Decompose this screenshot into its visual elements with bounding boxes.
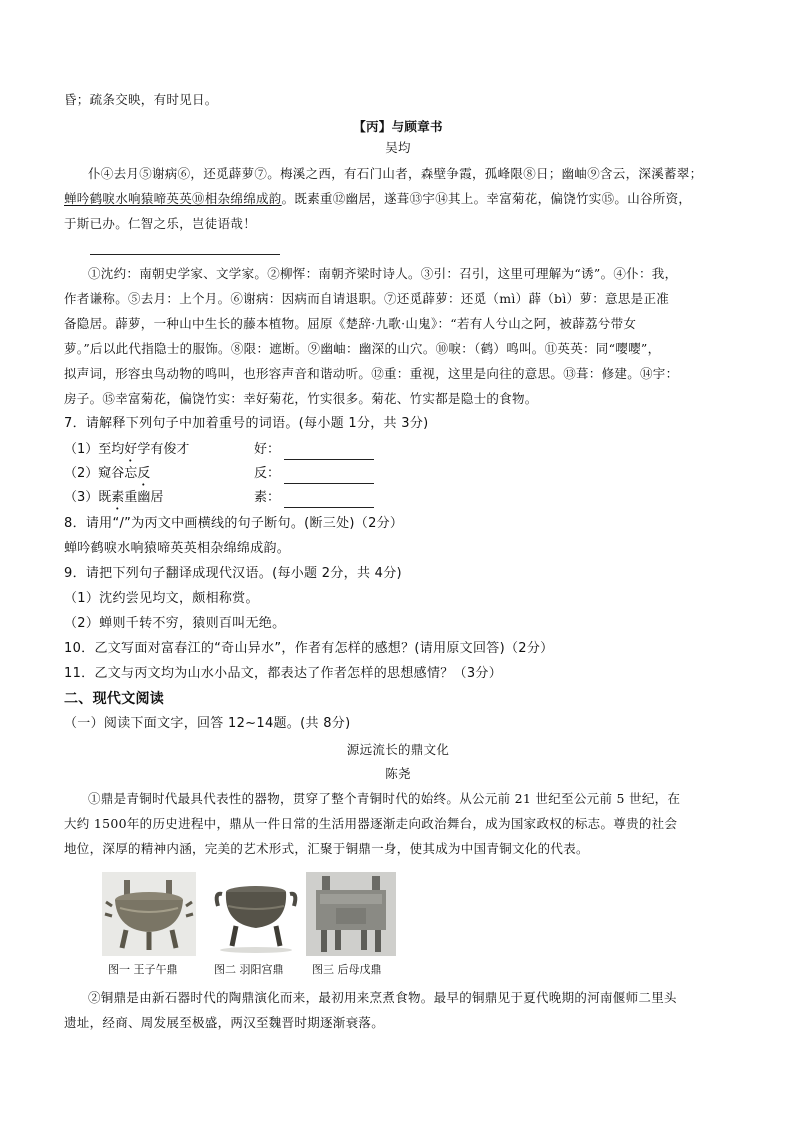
passage-c-author: 吴均 [385,140,411,155]
question-9-item-2: （2）蝉则千转不穷，猿则百叫无绝。 [64,616,286,631]
article-p1-line-2: 大约 1500年的历史进程中，鼎从一件日常的生活用器逐渐走向政治舞台，成为国家政权的标志。尊贵的社会 [64,816,678,831]
q7-item-2-dotted-word: 反 [137,466,151,481]
figure-2-yuyanggong-ding [208,872,304,956]
q7-item-1-pre: 至均 [98,442,125,457]
section-two-sub: （一）阅读下面文字，回答 12~14题。(共 8分) [64,716,351,731]
question-9-item-1: （1）沈约尝见均文，颇相称赏。 [64,591,259,606]
q7-item-3-post: 重幽居 [124,490,164,505]
question-8: 8．请用“/”为丙文中画横线的句子断句。(断三处)（2分） [64,516,404,531]
q7-item-1-post: 学有俊才 [137,442,190,457]
passage-c-line-3: 于斯已办。仁智之乐，岂徒语哉！ [64,216,257,231]
question-8-text: 蝉吟鹤唳水响猿啼英英相杂绵绵成韵。 [64,541,291,556]
question-7: 7．请解释下列句子中加着重号的词语。(每小题 1分，共 3分) [64,416,429,431]
article-p2-line-1: ②铜鼎是由新石器时代的陶鼎演化而来，最初用来烹煮食物。最早的铜鼎见于夏代晚期的河南偃师二里头 [88,990,677,1005]
section-two-heading: 二、现代文阅读 [64,691,165,707]
article-p2-line-2: 遗址，经商、周发展至极盛，两汉至魏晋时期逐渐衰落。 [64,1015,385,1030]
notes-line-2: 作者谦称。⑤去月：上个月。⑥谢病：因病而自请退职。⑦还觅薜萝：还觅（mì）薜（bì）萝：意思是正准 [64,291,670,306]
notes-line-5: 拟声词，形容虫鸟动物的鸣叫，也形容声音和谐动听。⑫重：重视，这里是向往的意思。⑬葺：修建。⑭宇： [64,366,679,381]
q7-item-2 [64,464,150,489]
passage-c-line-2-rest: 。既素重⑫幽居，遂葺⑬宇⑭其上。幸富菊花，偏饶竹实⑮。山谷所资， [281,191,692,206]
q7-answer-blank-1[interactable] [284,445,374,460]
passage-c-title: 【丙】与顾章书 [353,119,443,134]
passage-c-line-1: 仆④去月⑤谢病⑥，还觅薜萝⑦。梅溪之西，有石门山者，森壁争霞，孤峰限⑧日；幽岫⑨含云，深溪蓄翠； [88,166,703,181]
figure-3-caption: 图三 后母戊鼎 [312,963,382,976]
q7-answer-blank-3[interactable] [284,493,374,508]
q7-item-1-answer [254,440,374,460]
figure-1-caption: 图一 王子午鼎 [108,963,178,976]
article-p1-line-1: ①鼎是青铜时代最具代表性的器物，贯穿了整个青铜时代的始终。从公元前 21 世纪至公元前 5 世纪，在 [88,791,681,806]
q7-item-2-pre: 窥谷忘 [98,466,138,481]
underlined-sentence: 蝉吟鹤唳水响猿啼英英⑩相杂绵绵成韵 [64,191,282,206]
question-9: 9．请把下列句子翻译成现代汉语。(每小题 2分，共 4分) [64,566,402,581]
article-title: 源远流长的鼎文化 [346,742,450,757]
q7-item-2-label: 反： [254,466,281,481]
q7-item-1 [64,440,189,465]
article-author: 陈尧 [385,766,411,781]
q7-answer-blank-2[interactable] [284,469,374,484]
notes-line-6: 房子。⑮幸富菊花，偏饶竹实：幸好菊花，竹实很多。菊花、竹实都是隐士的食物。 [64,391,538,406]
q7-item-2-num: （2） [64,466,99,481]
figure-1-wangziwu-ding [102,872,196,956]
notes-line-1: ①沈约：南朝史学家、文学家。②柳恽：南朝齐梁时诗人。③引：召引，这里可理解为“诱”。④仆：我， [88,266,678,281]
q7-item-2-answer [254,464,374,484]
question-11: 11．乙文与丙文均为山水小品文，都表达了作者怎样的思想感情？（3分） [64,666,503,681]
q7-item-3-answer [254,488,374,508]
article-p1-line-3: 地位，深厚的精神内涵，完美的艺术形式，汇聚于铜鼎一身，使其成为中国青铜文化的代表。 [64,841,589,856]
q7-item-3-num: （3） [64,490,99,505]
q7-item-3-pre: 既 [98,490,112,505]
q7-item-1-num: （1） [64,442,99,457]
question-10: 10．乙文写面对富春江的“奇山异水”，作者有怎样的感想？(请用原文回答)（2分） [64,641,554,656]
notes-line-4: 萝。”后以此代指隐士的服饰。⑧限：遮断。⑨幽岫：幽深的山穴。⑩唳：（鹤）鸣叫。⑪英英：同“嘤嘤”， [64,341,661,356]
notes-divider [90,254,280,255]
intro-line: 昏；疏条交映，有时见日。 [64,92,218,107]
q7-item-3 [64,488,163,513]
passage-c-line-2 [64,189,732,209]
notes-line-3: 备隐居。薜萝，一种山中生长的藤本植物。屈原《楚辞·九歌·山鬼》：“若有人兮山之阿，被薜荔兮带女 [64,316,637,331]
q7-item-3-dotted-word: 素 [111,490,125,505]
q7-item-3-label: 素： [254,490,281,505]
q7-item-1-dotted-word: 好 [124,442,138,457]
figure-3-houmuwu-ding [306,872,396,956]
q7-item-1-label: 好： [254,442,281,457]
figure-2-caption: 图二 羽阳宫鼎 [214,963,284,976]
